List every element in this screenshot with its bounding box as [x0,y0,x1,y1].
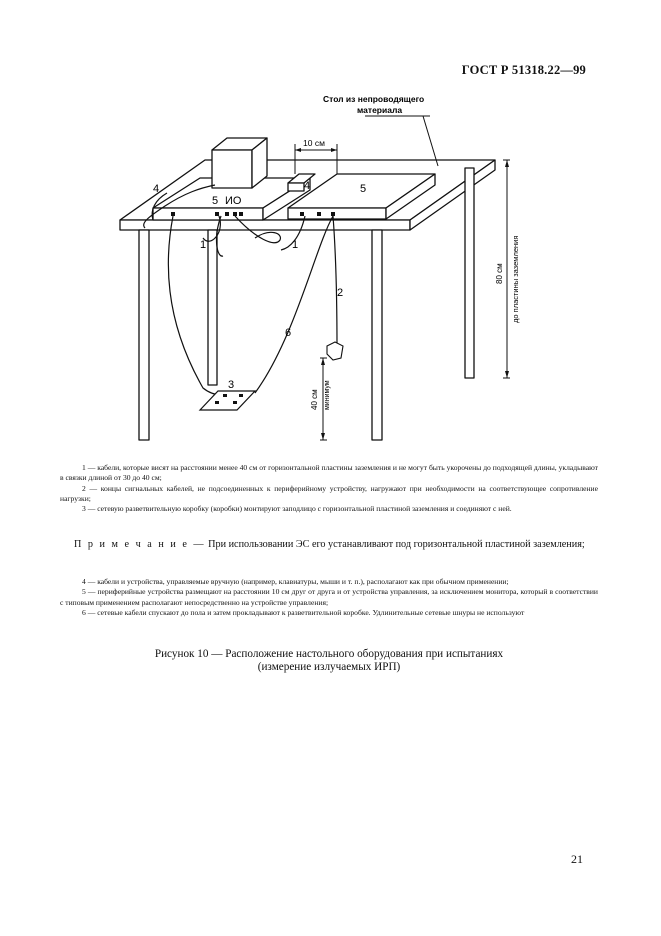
caption-line2: (измерение излучаемых ИРП) [257,660,401,673]
table-leg [465,168,474,378]
note-1: 1 — кабели, которые висят на расстоянии менее 40 см от горизонтальной пластины заземления и не могут быть укорочены до подходящей длины, укладывают в связки длиной от 30 до 40 см; [60,463,598,483]
table-leg [139,230,149,440]
note-6: 6 — сетевые кабели спускают до пола и затем прокладывают к разветвительной коробке. Удлинительные сетевые шнуры не используют [82,607,525,617]
label-40cm-sub: минимум [324,380,331,410]
table-leg [208,230,217,385]
label-table-line2: материала [357,105,403,115]
page-number: 21 [571,852,583,866]
num-3: 3 [228,379,235,391]
test-setup-figure [105,88,535,448]
note-5: 5 — периферийные устройства размещают на расстоянии 10 см друг от друга и от устройства управления, за исключением монитора, который в соответствии с типовым применением располагают непосредственно на устройстве управления; [60,587,598,607]
num-1-left: 1 [200,239,207,251]
figure-caption [60,648,598,673]
label-10cm: 10 см [303,138,325,148]
note-3: 3 — сетевую разветвительную коробку (коробки) монтируют заподлицо с горизонтальной пластиной заземления и соединяют с ней. [82,504,512,514]
note-4: 4 — кабели и устройства, управляемые вручную (например, клавиатуры, мыши и т. п.), располагают как при обычном применении; [82,577,509,586]
caption-line1: Рисунок 10 — Расположение настольного оборудования при испытаниях [154,648,504,660]
remark-paragraph [60,538,598,552]
notes-bottom [60,577,598,618]
power-strip [200,391,255,410]
label-io: ИО [225,195,242,207]
num-5-left: 5 [212,195,219,207]
label-40cm: 40 см [310,389,319,410]
label-80cm-sub: до пластины заземления [511,235,520,323]
num-5-right: 5 [360,183,367,195]
num-6: 6 [285,327,292,339]
num-4-right: 4 [304,180,311,192]
document-code: ГОСТ Р 51318.22—99 [461,63,586,77]
num-4-left: 4 [153,183,160,195]
num-1-right: 1 [292,239,299,251]
num-2: 2 [337,287,344,299]
note-2: 2 — концы сигнальных кабелей, не подсоединенных к периферийному устройству, нагружают при необходимости на соответствующее сопротивление нагрузки; [60,483,598,503]
label-table-line1: Стол из непроводящего [323,94,425,104]
label-80cm: 80 см [495,263,504,284]
remark-prefix: П р и м е ч а н и е — [74,539,206,550]
notes-top [60,463,598,514]
remark-text: При использовании ЭС его устанавливают под горизонтальной пластиной заземления; [205,539,585,550]
table-front-edge [120,220,410,230]
table-leg [372,230,382,440]
